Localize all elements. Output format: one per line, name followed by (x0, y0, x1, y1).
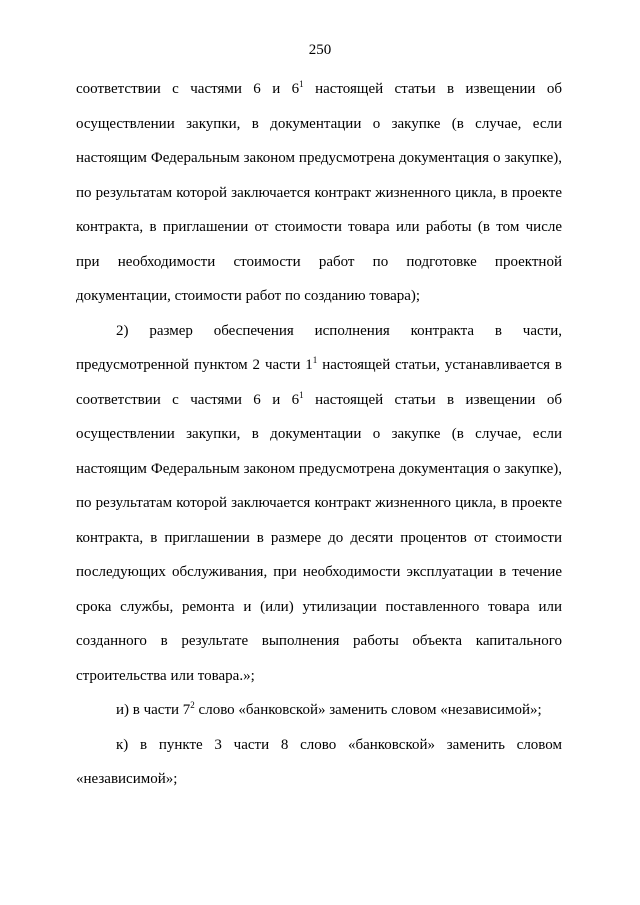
superscript: 1 (299, 389, 304, 400)
document-body (76, 72, 562, 797)
text-run: 2) размер обеспечения исполнения контракта в части, предусмотренной пунктом 2 части 1 (76, 322, 562, 373)
superscript: 1 (312, 355, 318, 365)
text-run: настоящей статьи, устанавливается в соответствии с частями 6 и 6 (76, 357, 562, 408)
superscript: 2 (190, 700, 195, 710)
paragraph-continuation (76, 72, 562, 314)
paragraph-item-2 (76, 314, 562, 694)
text-run: настоящей статьи в извещении об осуществлении закупки, в документации о закупке (в случае, если настоящим Федеральным законом предусмотрена документация о закупке), по результатам которой заключается контракт жизненного цикла, в проекте контракта, в приглашении от стоимости товара или работы (в том числе при необходимости стоимости работ по подготовке проектной документации, стоимости работ по созданию товара); (76, 81, 563, 304)
text-run: соответствии с частями 6 и 6 (76, 81, 300, 97)
page-number: 250 (308, 42, 332, 58)
text-run: к) в пункте 3 части 8 слово «банковской» заменить словом «независимой»; (76, 736, 562, 787)
text-run: слово «банковской» заменить словом «независимой»; (194, 702, 542, 718)
paragraph-item-i (76, 693, 562, 728)
superscript: 1 (299, 79, 304, 89)
text-run: настоящей статьи в извещении об осуществлении закупки, в документации о закупке (в случае, если настоящим Федеральным законом предусмотрена документация о закупке), по результатам которой заключается контракт жизненного цикла, в проекте контракта, в приглашении в размере до десяти процентов от стоимости последующих обслуживания, при необходимости эксплуатации в течение срока службы, ремонта и (или) утилизации поставленного товара или созданного в результате выполнения работы объекта капитального строительства или товара.»; (76, 391, 563, 684)
text-run: и) в части 7 (116, 702, 191, 718)
paragraph-item-k (76, 728, 562, 797)
